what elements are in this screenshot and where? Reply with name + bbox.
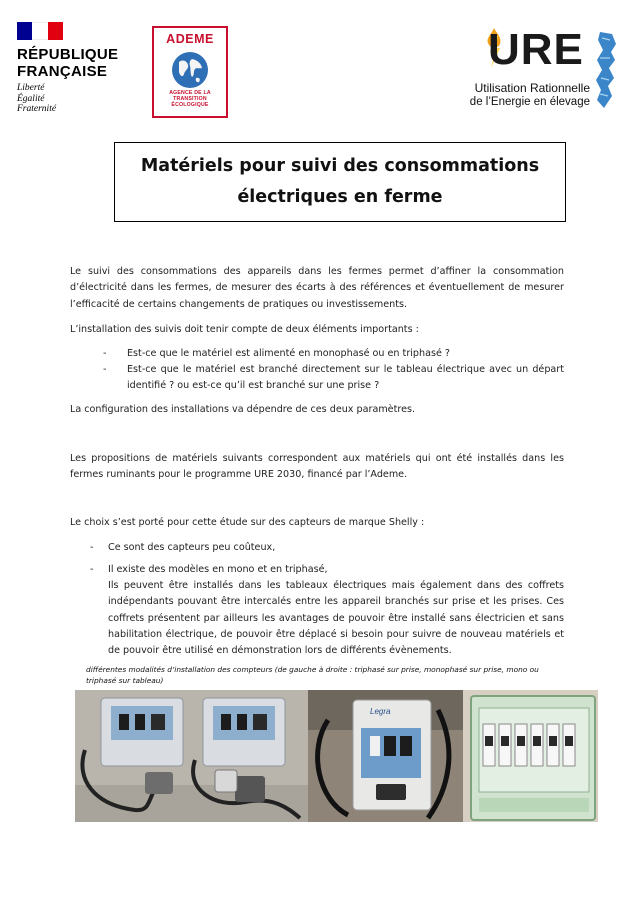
dash-bullet: - bbox=[90, 542, 94, 553]
ure-subtitle-2: de l’Energie en élevage bbox=[469, 96, 590, 108]
title-line-1: Matériels pour suivi des consommations bbox=[140, 156, 540, 176]
install-intro-paragraph: L’installation des suivis doit tenir compte de deux éléments importants : bbox=[70, 324, 419, 335]
republique-name: RÉPUBLIQUE FRANÇAISE bbox=[17, 46, 119, 80]
photo-caption: différentes modalités d’installation des compteurs (de gauche à droite : triphasé sur prise, monophasé sur prise, mono ou triphasé sur tableau) bbox=[86, 665, 539, 685]
ure-subtitle-1: Utilisation Rationnelle bbox=[474, 81, 590, 95]
question-item: Est-ce que le matériel est alimenté en monophasé ou en triphasé ? bbox=[127, 348, 451, 359]
ademe-subtitle: AGENCE DE LA TRANSITION ÉCOLOGIQUE bbox=[169, 90, 211, 109]
photo-three-phase-plug bbox=[75, 690, 308, 822]
globe-icon bbox=[170, 50, 210, 90]
ure-wordmark: URE bbox=[488, 25, 584, 74]
republique-francaise-logo bbox=[17, 22, 137, 115]
question-item: Est-ce que le matériel est branché directement sur le tableau électrique avec un départ identifié ? ou est-ce qu’il est branché sur une prise ? bbox=[127, 364, 564, 392]
photo-panel-installation bbox=[463, 690, 598, 822]
choice-paragraph: Le choix s’est porté pour cette étude sur des capteurs de marque Shelly : bbox=[70, 517, 425, 528]
shelly-point: Ils peuvent être installés dans les tableaux électriques mais également dans des coffrets indépendants pouvant être intercalés entre les appareil branchés sur prise et les prises. Ces coffrets présentent par ailleurs les avantages de pouvoir être installé sans électricien et sans habilitation électrique, de pouvoir être déplacé si besoin pour suivre de nouveau matériels et de pouvoir être utilisé en démonstration lors de différents évènements. bbox=[108, 580, 564, 657]
dash-bullet: - bbox=[103, 364, 107, 375]
title-line-2: électriques en ferme bbox=[237, 187, 443, 207]
propositions-paragraph: Les propositions de matériels suivants correspondent aux matériels qui ont été installés dans les fermes ruminants pour le programme URE 2030, financé par l’Ademe. bbox=[70, 453, 564, 481]
ademe-logo bbox=[152, 26, 228, 118]
ure-logo bbox=[440, 24, 620, 116]
republic-motto: Liberté Égalité Fraternité bbox=[17, 83, 57, 114]
ademe-name: ADEME bbox=[166, 32, 214, 46]
photo-single-phase-plug bbox=[308, 690, 463, 822]
dash-bullet: - bbox=[90, 564, 94, 575]
france-map-icon bbox=[594, 30, 618, 110]
photo-brand-label: Legra bbox=[370, 707, 391, 716]
dash-bullet: - bbox=[103, 348, 107, 359]
shelly-point: Il existe des modèles en mono et en triphasé, bbox=[108, 564, 328, 575]
shelly-point: Ce sont des capteurs peu coûteux, bbox=[108, 542, 276, 553]
config-paragraph: La configuration des installations va dépendre de ces deux paramètres. bbox=[70, 404, 416, 415]
intro-paragraph: Le suivi des consommations des appareils dans les fermes permet d’affiner la consommation d’électricité dans les fermes, de mesurer des écarts à des références et éventuellement de mesurer l’efficacité de certains changements de pratiques ou investissements. bbox=[70, 266, 564, 310]
french-flag-icon bbox=[17, 22, 63, 40]
page-title bbox=[141, 151, 539, 213]
title-box bbox=[114, 142, 566, 222]
